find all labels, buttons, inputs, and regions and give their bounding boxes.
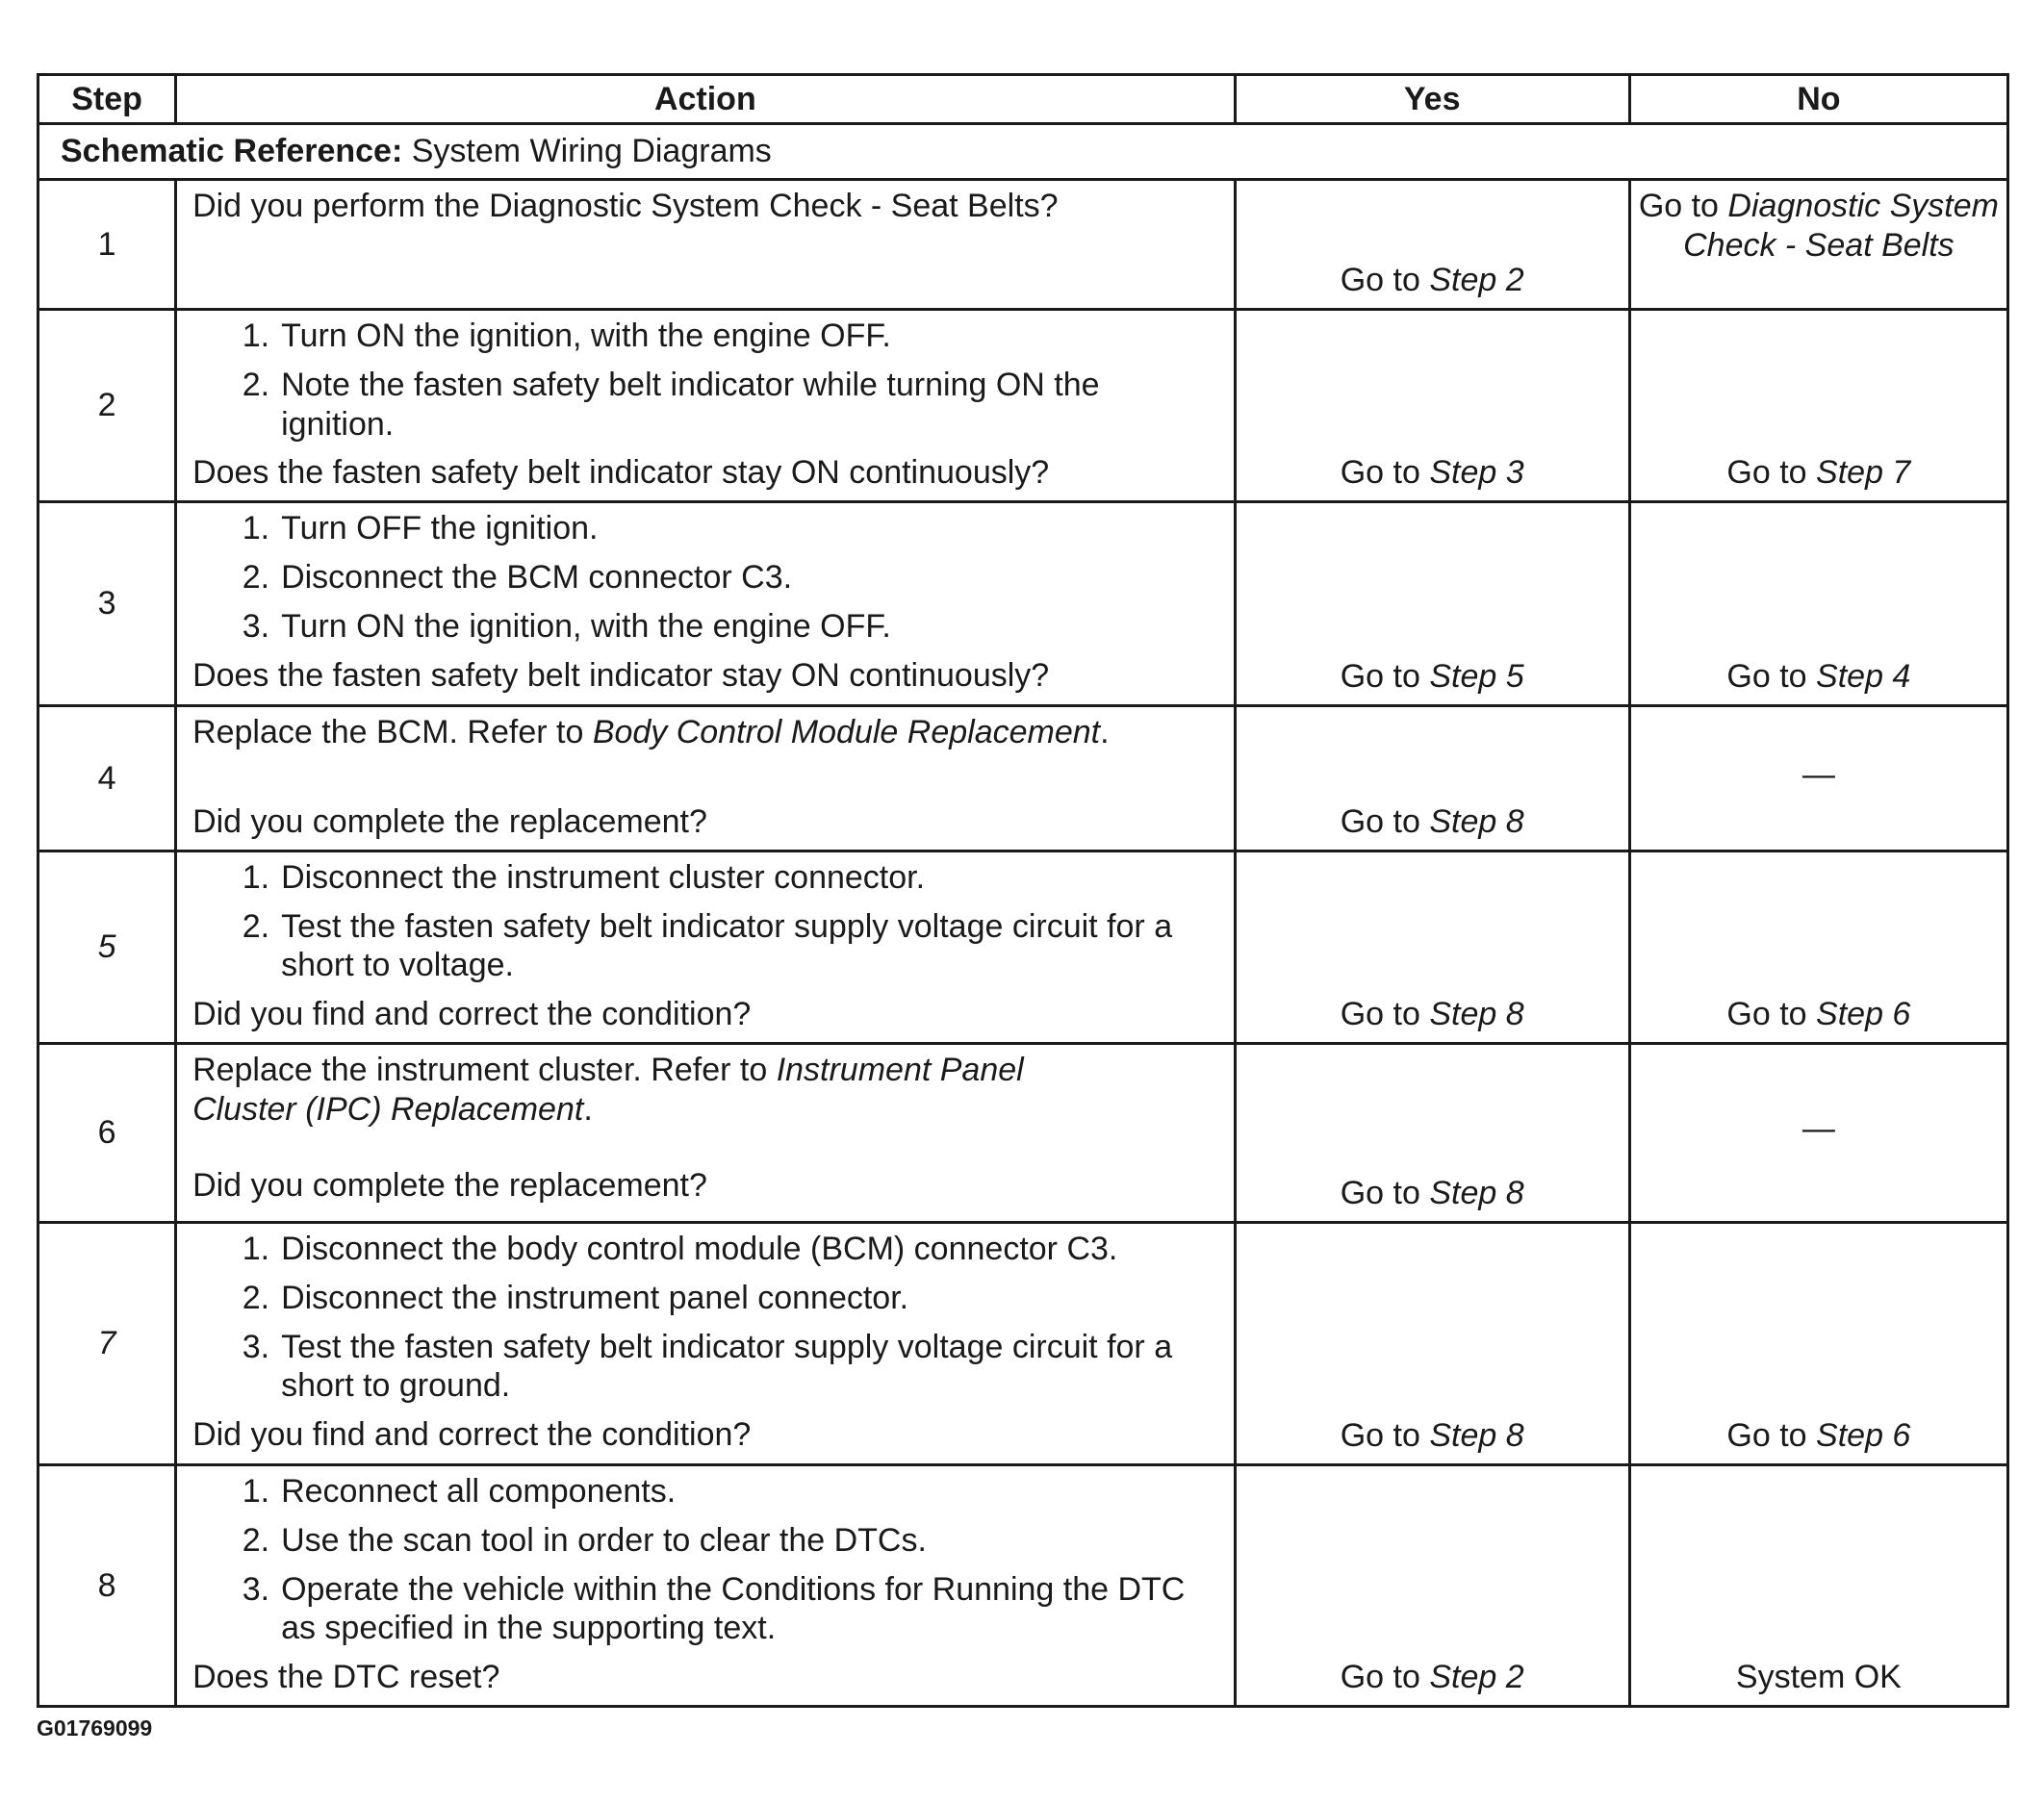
yes-prefix: Go to — [1340, 658, 1430, 696]
action-step-item — [192, 907, 1218, 986]
action-cell — [176, 180, 1236, 310]
item-number: 2. — [242, 1279, 270, 1316]
item-number: 2. — [242, 558, 270, 596]
action-step-item — [192, 1328, 1218, 1407]
schematic-reference — [38, 124, 2008, 180]
action-steps — [192, 1230, 1218, 1406]
instruction-text: Replace the BCM. Refer to — [192, 714, 593, 751]
header-action: Action — [176, 75, 1236, 124]
step-number: 1 — [38, 180, 176, 310]
item-text: Turn ON the ignition, with the engine OFF. — [281, 607, 891, 645]
yes-prefix: Go to — [1340, 1659, 1430, 1696]
action-step-item — [192, 607, 1218, 647]
action-step-item — [192, 1570, 1218, 1649]
no-step-link[interactable]: Step 6 — [1816, 996, 1911, 1033]
yes-cell — [1235, 706, 1629, 851]
yes-step-link[interactable]: Step 3 — [1429, 454, 1524, 492]
yes-cell — [1235, 502, 1629, 706]
action-cell — [176, 1464, 1236, 1706]
step-number: 4 — [38, 706, 176, 851]
item-text: Reconnect all components. — [281, 1472, 677, 1510]
item-text: Note the fasten safety belt indicator while turning ON the ignition. — [281, 366, 1100, 443]
action-steps — [192, 858, 1218, 985]
item-text: Disconnect the instrument panel connector. — [281, 1279, 909, 1316]
table-row — [38, 310, 2008, 502]
action-step-item — [192, 1521, 1218, 1561]
item-text: Operate the vehicle within the Conditions for Running the DTC as specified in the supporting text. — [281, 1570, 1186, 1647]
no-cell: System OK — [1629, 1464, 2007, 1706]
action-instruction — [192, 713, 1218, 752]
yes-cell — [1235, 180, 1629, 310]
no-cell: — — [1629, 1043, 2007, 1222]
item-text: Test the fasten safety belt indicator supply voltage circuit for a short to voltage. — [281, 907, 1173, 984]
no-prefix: Go to — [1726, 454, 1817, 492]
header-yes: Yes — [1235, 75, 1629, 124]
no-cell — [1629, 310, 2007, 502]
table-row — [38, 1464, 2008, 1706]
no-cell — [1629, 180, 2007, 310]
yes-cell — [1235, 1222, 1629, 1464]
action-instruction — [192, 1051, 1218, 1130]
item-number: 1. — [242, 510, 270, 547]
item-number: 1. — [242, 1472, 270, 1510]
action-cell — [176, 1222, 1236, 1464]
action-question: Did you find and correct the condition? — [192, 996, 752, 1033]
yes-step-link[interactable]: Step 8 — [1429, 802, 1524, 840]
no-step-link[interactable]: Step 7 — [1816, 454, 1911, 492]
yes-prefix: Go to — [1340, 1175, 1430, 1212]
schematic-row — [38, 124, 2008, 180]
action-cell — [176, 851, 1236, 1043]
action-step-item — [192, 317, 1218, 356]
table-row — [38, 706, 2008, 851]
step-number: 7 — [38, 1222, 176, 1464]
action-step-item — [192, 1230, 1218, 1269]
action-cell — [176, 502, 1236, 706]
no-cell — [1629, 1222, 2007, 1464]
yes-cell — [1235, 310, 1629, 502]
action-steps — [192, 317, 1218, 444]
item-text: Turn ON the ignition, with the engine OFF. — [281, 318, 891, 354]
item-number: 3. — [242, 1328, 270, 1365]
action-question: Did you complete the replacement? — [192, 802, 707, 840]
yes-cell — [1235, 851, 1629, 1043]
table-row — [38, 1222, 2008, 1464]
item-number: 2. — [242, 907, 270, 945]
action-cell — [176, 310, 1236, 502]
action-step-item — [192, 509, 1218, 548]
no-cell — [1629, 851, 2007, 1043]
item-number: 3. — [242, 1570, 270, 1608]
schematic-value: System Wiring Diagrams — [402, 133, 772, 170]
action-step-item — [192, 1279, 1218, 1318]
action-question: Does the fasten safety belt indicator stay ON continuously? — [192, 656, 1050, 694]
step-number: 8 — [38, 1464, 176, 1706]
item-number: 2. — [242, 366, 270, 403]
yes-prefix: Go to — [1340, 996, 1430, 1033]
action-step-item — [192, 858, 1218, 898]
item-text: Disconnect the body control module (BCM) connector C3. — [281, 1230, 1118, 1267]
header-no: No — [1629, 75, 2007, 124]
action-step-item — [192, 558, 1218, 597]
action-step-item — [192, 366, 1218, 445]
item-number: 1. — [242, 318, 270, 354]
step-number: 3 — [38, 502, 176, 706]
no-prefix: Go to — [1726, 996, 1817, 1033]
action-steps — [192, 1472, 1218, 1648]
no-step-link[interactable]: Step 6 — [1816, 1417, 1911, 1455]
action-question: Does the DTC reset? — [192, 1659, 500, 1696]
instruction-suffix: . — [583, 1090, 593, 1128]
action-question: Did you perform the Diagnostic System Check - Seat Belts? — [192, 188, 1059, 224]
schematic-label: Schematic Reference: — [61, 133, 403, 170]
item-text: Test the fasten safety belt indicator supply voltage circuit for a short to ground. — [281, 1328, 1173, 1405]
action-question: Did you complete the replacement? — [192, 1166, 707, 1204]
item-text: Turn OFF the ignition. — [281, 510, 599, 547]
yes-step-link[interactable]: Step 8 — [1429, 1175, 1524, 1212]
item-text: Disconnect the BCM connector C3. — [281, 558, 793, 596]
yes-prefix: Go to — [1340, 454, 1430, 492]
no-cell: — — [1629, 706, 2007, 851]
yes-step-link[interactable]: Step 2 — [1429, 1659, 1524, 1696]
action-step-item — [192, 1472, 1218, 1512]
item-number: 3. — [242, 607, 270, 645]
yes-cell — [1235, 1043, 1629, 1222]
diagnostic-table — [37, 73, 2009, 1708]
instruction-text: Replace the instrument cluster. Refer to — [192, 1051, 777, 1088]
action-question: Did you find and correct the condition? — [192, 1416, 752, 1454]
action-cell — [176, 706, 1236, 851]
item-text: Use the scan tool in order to clear the DTCs. — [281, 1521, 927, 1559]
yes-cell — [1235, 1464, 1629, 1706]
item-number: 2. — [242, 1521, 270, 1559]
action-steps — [192, 509, 1218, 646]
step-number: 6 — [38, 1043, 176, 1222]
step-number: 5 — [38, 851, 176, 1043]
yes-step-link[interactable]: Step 2 — [1429, 262, 1524, 299]
no-link[interactable]: Diagnostic System Check - Seat Belts — [1683, 188, 1999, 264]
header-row — [38, 75, 2008, 124]
instruction-suffix: . — [1100, 714, 1110, 751]
figure-code: G01769099 — [37, 1715, 153, 1740]
item-number: 1. — [242, 858, 270, 896]
header-step: Step — [38, 75, 176, 124]
table-row — [38, 1043, 2008, 1222]
action-question: Does the fasten safety belt indicator stay ON continuously? — [192, 454, 1050, 492]
procedure-link[interactable]: Body Control Module Replacement — [592, 714, 1101, 751]
table-row — [38, 180, 2008, 310]
table-row — [38, 502, 2008, 706]
no-prefix: Go to — [1726, 1417, 1817, 1455]
yes-prefix: Go to — [1340, 802, 1430, 840]
yes-prefix: Go to — [1340, 262, 1430, 299]
action-cell — [176, 1043, 1236, 1222]
yes-step-link[interactable]: Step 8 — [1429, 996, 1524, 1033]
yes-step-link[interactable]: Step 8 — [1429, 1417, 1524, 1455]
item-number: 1. — [242, 1230, 270, 1267]
table-row — [38, 851, 2008, 1043]
procedure-link[interactable]: Instrument Panel Cluster (IPC) Replacement — [192, 1051, 1024, 1128]
item-text: Disconnect the instrument cluster connector. — [281, 858, 926, 896]
yes-prefix: Go to — [1340, 1417, 1430, 1455]
no-step-link[interactable]: Step 4 — [1816, 658, 1911, 696]
yes-step-link[interactable]: Step 5 — [1429, 658, 1524, 696]
step-number: 2 — [38, 310, 176, 502]
no-prefix: Go to — [1638, 188, 1728, 224]
no-cell — [1629, 502, 2007, 706]
no-prefix: Go to — [1726, 658, 1817, 696]
